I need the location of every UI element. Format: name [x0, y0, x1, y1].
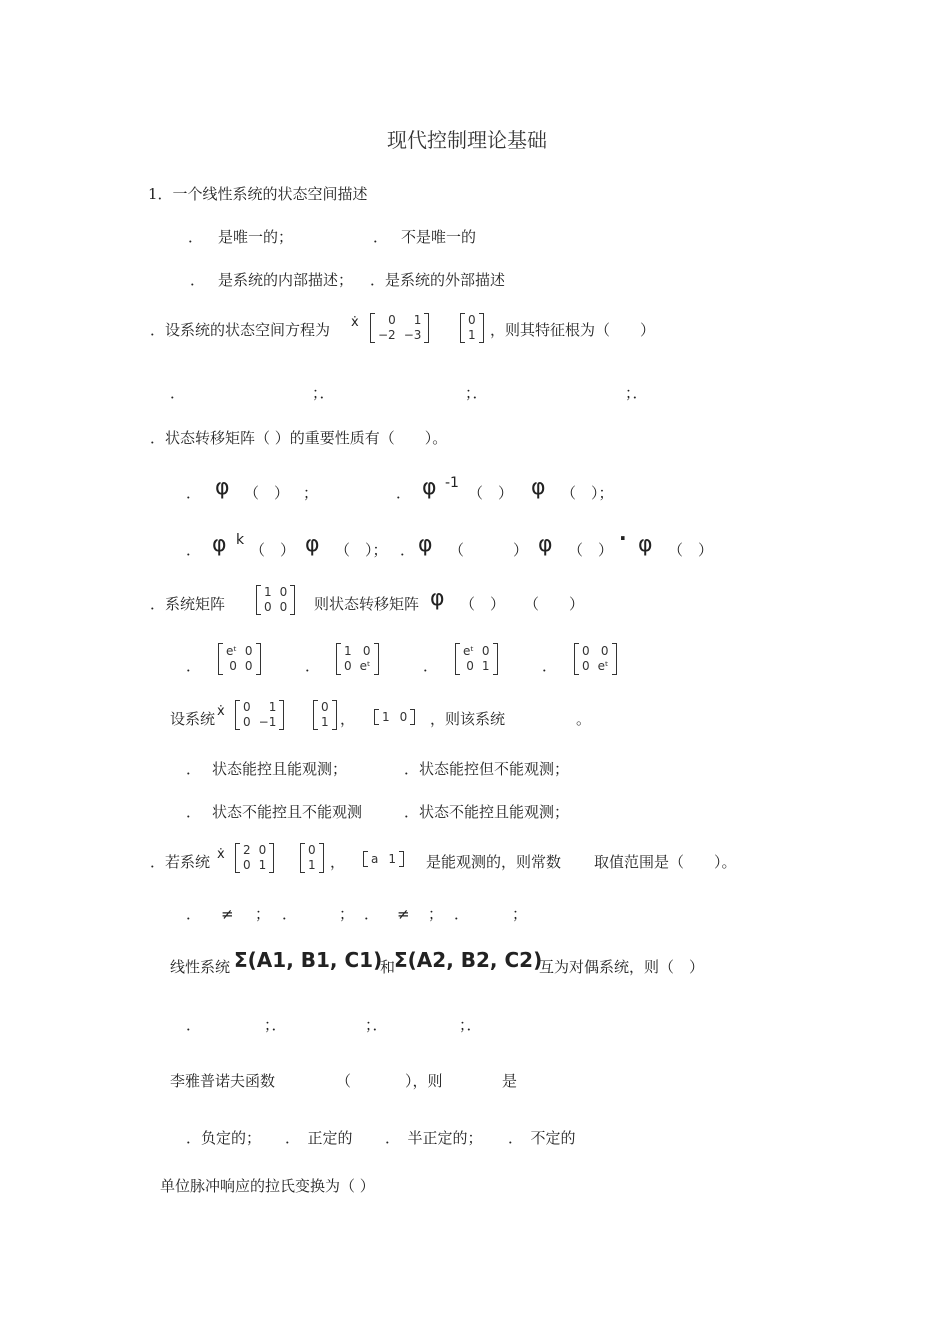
q6-matrix-a	[235, 843, 274, 873]
matrix-cell: 0	[399, 709, 408, 724]
q6-option-token: ．	[186, 905, 202, 923]
matrix-cell: 1	[258, 858, 267, 872]
phi-symbol: φ	[422, 475, 437, 500]
matrix-cell: 1	[268, 700, 277, 715]
matrix-cell: −1	[258, 715, 277, 729]
matrix-grid	[465, 314, 479, 341]
q4-option-marker: ．	[542, 657, 558, 675]
q3-r2-paren: （ ）	[668, 541, 714, 559]
q8-option-a: ．负定的；	[186, 1129, 262, 1147]
matrix-cell: 1	[264, 585, 272, 600]
matrix-cell: 1	[321, 715, 329, 729]
q2-stem-a: ．设系统的状态空间方程为	[150, 321, 331, 339]
q1-option-a: 是唯一的；	[218, 228, 294, 246]
q1-option-a-marker: ．	[188, 228, 204, 246]
matrix-cell: 0	[243, 700, 251, 715]
phi-symbol: φ	[212, 532, 227, 557]
q2-option: ；．	[465, 384, 488, 402]
q3-r1-marker-b: ．	[396, 484, 412, 502]
q2-option: ．	[170, 384, 186, 402]
matrix-cell: 1	[382, 709, 390, 724]
matrix-cell: −2	[378, 328, 396, 342]
q3-r2-paren: ）	[513, 541, 529, 559]
q8-stem-a: 李雅普诺夫函数	[170, 1072, 276, 1090]
q1-option-d: ．是系统的外部描述	[370, 271, 506, 289]
q7-option: ；．	[459, 1016, 482, 1034]
q8-stem-b: 是	[502, 1072, 518, 1090]
q3-r2-marker-b: ．	[400, 541, 416, 559]
q8-option-b: ． 正定的	[285, 1129, 353, 1147]
q4-stem-a: ．系统矩阵	[150, 595, 226, 613]
matrix-grid	[460, 645, 493, 672]
matrix-grid	[579, 645, 612, 672]
bracket-right	[479, 313, 484, 343]
q4-option-d-matrix	[574, 643, 617, 675]
matrix-cell: 0	[321, 700, 329, 715]
matrix-cell: 1	[413, 313, 422, 328]
q6-xdot: ẋ	[217, 847, 225, 862]
matrix-cell: 0	[279, 600, 288, 614]
matrix-cell: 1	[308, 858, 316, 872]
matrix-cell: 0	[481, 644, 490, 659]
bracket-right	[256, 643, 261, 675]
q1-option-b: 不是唯一的	[401, 228, 477, 246]
q6-option-token: ．	[454, 905, 470, 923]
q4-stem-b: 则状态转移矩阵	[314, 595, 420, 613]
matrix-grid	[240, 701, 279, 728]
matrix-cell: 0	[244, 659, 253, 673]
q3-stem: ．状态转移矩阵（ ）的重要性质有（ ）。	[150, 429, 448, 447]
matrix-cell: 0	[344, 659, 352, 673]
dot-operator: ·	[619, 526, 627, 550]
q4-option-marker: ．	[186, 657, 202, 675]
q4-option-marker: ．	[305, 657, 321, 675]
matrix-cell: 0	[258, 843, 267, 858]
q1-option-c: 是系统的内部描述；	[218, 271, 354, 289]
matrix-cell: eᵗ	[597, 659, 609, 673]
matrix-cell: 0	[468, 313, 476, 328]
q6-stem-a: ．若系统	[150, 853, 211, 871]
matrix-grid	[318, 701, 332, 728]
q5-option-c: 状态不能控且不能观测	[212, 803, 363, 821]
matrix-grid	[240, 844, 269, 871]
q2-matrix-a	[370, 313, 429, 343]
bracket-right	[290, 585, 295, 615]
q6-option-token: ≠	[221, 905, 234, 923]
bracket-right	[399, 851, 404, 867]
q7-and: 和	[380, 958, 396, 976]
matrix-cell: 1	[344, 644, 352, 659]
q3-r1-paren: （ ）；	[561, 484, 614, 502]
phi-symbol: φ	[531, 475, 546, 500]
matrix-cell: 0	[466, 659, 474, 673]
matrix-grid	[379, 711, 410, 724]
q6-comma: ，	[330, 853, 346, 871]
q3-r2-paren: （	[449, 541, 465, 559]
matrix-cell: 0	[244, 644, 253, 659]
matrix-cell: a	[371, 851, 379, 866]
q7-stem-b: 互为对偶系统，则（ ）	[539, 958, 705, 976]
matrix-grid	[223, 645, 256, 672]
bracket-right	[319, 843, 324, 873]
phi-symbol: φ	[418, 532, 433, 557]
q6-option-token: ．	[364, 905, 380, 923]
q4-option-marker: ．	[423, 657, 439, 675]
q2-option: ；．	[625, 384, 648, 402]
q3-r1-paren: （ ）	[244, 484, 290, 502]
bracket-right	[493, 643, 498, 675]
q4-matrix	[256, 585, 295, 615]
phi-symbol: φ	[215, 475, 230, 500]
q7-stem-a: 线性系统	[170, 958, 231, 976]
bracket-right	[269, 843, 274, 873]
matrix-cell: −3	[403, 328, 422, 342]
q2-xdot: ẋ	[351, 315, 359, 330]
q5-stem-b: ，则该系统	[430, 710, 506, 728]
matrix-cell: 1	[388, 851, 396, 866]
q4-answer-paren: （ ）	[524, 595, 585, 613]
matrix-cell: 0	[388, 313, 396, 328]
phi-symbol: φ	[638, 532, 653, 557]
q5-matrix-a	[235, 700, 284, 730]
matrix-cell: 0	[229, 659, 237, 673]
q5-end: 。	[576, 710, 592, 728]
q6-option-token: ．	[282, 905, 298, 923]
matrix-cell: eᵗ	[359, 659, 371, 673]
matrix-cell: 0	[264, 600, 272, 614]
matrix-grid	[305, 844, 319, 871]
q3-r1-marker-a: ．	[186, 484, 202, 502]
matrix-cell: 0	[582, 644, 590, 659]
bracket-right	[332, 700, 337, 730]
bracket-right	[279, 700, 284, 730]
q5-option-a-marker: ．	[186, 760, 202, 778]
q3-r2-marker-a: ．	[186, 541, 202, 559]
q4-option-b-matrix	[336, 643, 379, 675]
q7-system-2: Σ(A2, B2, C2)	[394, 948, 543, 972]
bracket-right	[374, 643, 379, 675]
superscript: -1	[445, 475, 459, 491]
q3-r2-paren: （ ）	[250, 541, 296, 559]
page-title: 现代控制理论基础	[387, 128, 547, 152]
matrix-cell: 0	[308, 843, 316, 858]
q3-r1-paren: （ ）	[468, 484, 514, 502]
q1-stem: 1．一个线性系统的状态空间描述	[148, 185, 368, 203]
q8-option-d: ． 不定的	[508, 1129, 576, 1147]
matrix-cell: 0	[582, 659, 590, 673]
matrix-cell: 0	[243, 715, 251, 729]
matrix-cell: eᵗ	[463, 644, 474, 659]
q3-r2-paren: （ ）	[568, 541, 614, 559]
q5-option-b: ．状态能控但不能观测；	[404, 760, 570, 778]
matrix-grid	[375, 314, 424, 341]
q6-option-token: ；	[255, 905, 271, 923]
q6-stem-b: 是能观测的，则常数	[426, 853, 562, 871]
matrix-cell: eᵗ	[226, 644, 237, 659]
matrix-cell: 0	[243, 858, 251, 872]
q5-option-d: ．状态不能控且能观测；	[404, 803, 570, 821]
matrix-cell: 0	[600, 644, 609, 659]
q6-matrix-c	[363, 851, 404, 867]
q6-option-token: ；	[428, 905, 444, 923]
q5-comma: ，	[340, 710, 356, 728]
matrix-cell: 0	[362, 644, 371, 659]
q5-option-c-marker: ．	[186, 803, 202, 821]
matrix-grid	[368, 853, 399, 866]
matrix-grid	[341, 645, 374, 672]
superscript: k	[236, 532, 245, 548]
q5-xdot: ẋ	[217, 704, 225, 719]
phi-symbol: φ	[305, 532, 320, 557]
q7-option: ；．	[264, 1016, 287, 1034]
bracket-right	[424, 313, 429, 343]
q7-option: ．	[186, 1016, 202, 1034]
q4-option-a-matrix	[218, 643, 261, 675]
matrix-cell: 1	[468, 328, 476, 342]
matrix-cell: 1	[481, 659, 490, 673]
matrix-grid	[261, 586, 290, 613]
q1-option-c-marker: ．	[190, 271, 206, 289]
q6-matrix-b	[300, 843, 324, 873]
q2-matrix-b	[460, 313, 484, 343]
q4-option-c-matrix	[455, 643, 498, 675]
q9-stem: 单位脉冲响应的拉氏变换为（ ）	[160, 1177, 375, 1195]
matrix-cell: 0	[279, 585, 288, 600]
q1-option-b-marker: ．	[373, 228, 389, 246]
q2-option: ；．	[312, 384, 335, 402]
q8-option-c: ． 半正定的；	[385, 1129, 483, 1147]
q8-paren-left: （	[336, 1072, 352, 1090]
bracket-right	[612, 643, 617, 675]
q7-option: ；．	[365, 1016, 388, 1034]
q6-stem-c: 取值范围是（ ）。	[594, 853, 737, 871]
q6-option-token: ≠	[397, 905, 410, 923]
q3-r2-paren: （ ）；	[335, 541, 388, 559]
q5-stem-a: 设系统	[170, 710, 216, 728]
phi-symbol: φ	[538, 532, 553, 557]
q5-matrix-c	[374, 709, 415, 725]
phi-symbol: φ	[430, 586, 445, 611]
bracket-right	[410, 709, 415, 725]
matrix-cell: 2	[243, 843, 251, 858]
q2-stem-b: ，则其特征根为（ ）	[490, 321, 656, 339]
q4-paren: （ ）	[460, 595, 506, 613]
q5-option-a: 状态能控且能观测；	[212, 760, 348, 778]
q6-option-token: ；	[339, 905, 355, 923]
q6-option-token: ；	[512, 905, 528, 923]
q5-matrix-b	[313, 700, 337, 730]
q7-system-1: Σ(A1, B1, C1)	[234, 948, 383, 972]
q3-r1-semicolon: ；	[303, 484, 319, 502]
q8-paren-right: ），则	[405, 1072, 443, 1090]
